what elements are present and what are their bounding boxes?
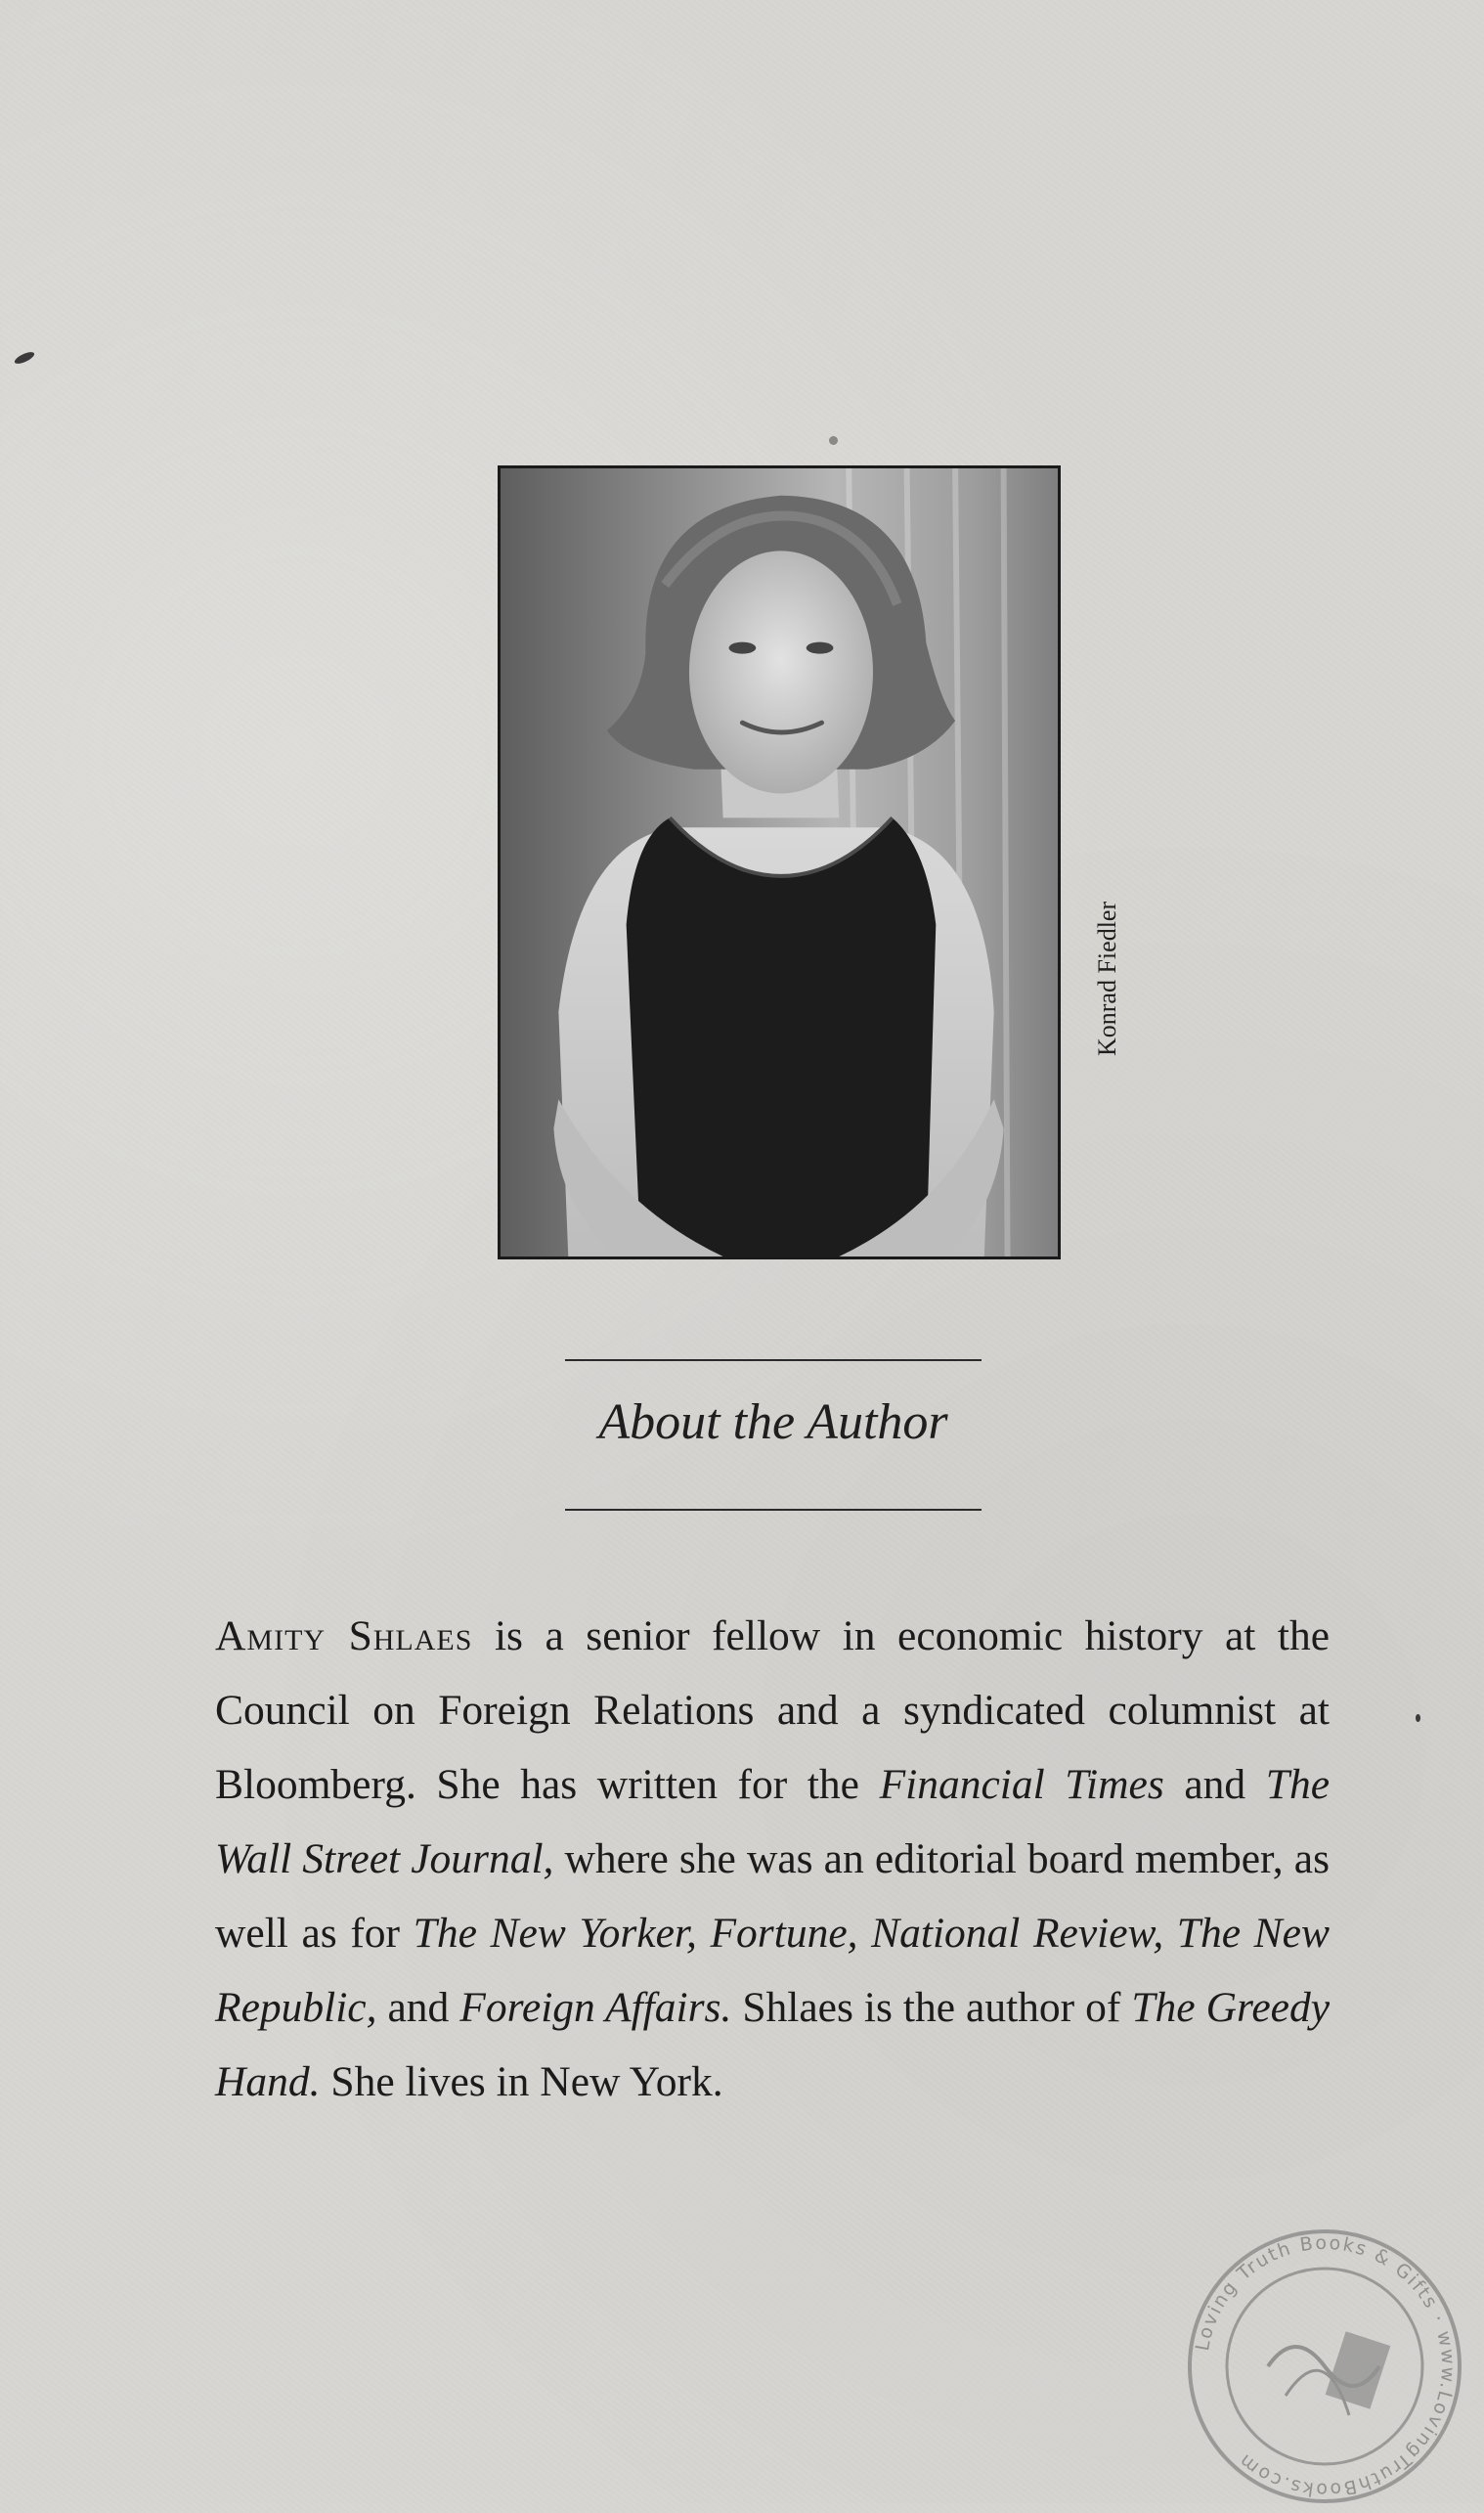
title-rule-bottom — [565, 1509, 982, 1511]
bio-text: She lives in New York. — [320, 2058, 723, 2105]
stamp-seal-icon — [1178, 2220, 1471, 2513]
bio-text: is a senior fellow in economic history at the Council on Foreign Relations and a syndicated columnist at Bloomberg. She has written for the — [215, 1612, 1330, 1808]
photo-credit: Konrad Fiedler — [1093, 901, 1121, 1056]
bio-text: and — [1163, 1761, 1266, 1808]
paper-speck — [829, 436, 838, 445]
author-name: Amity Shlaes — [215, 1612, 473, 1659]
book-title: The Greedy Hand. — [215, 1984, 1330, 2105]
publication-title: The New Yorker, Fortune, National Review, The New Republic, — [215, 1910, 1330, 2031]
bookstore-stamp — [1178, 2220, 1471, 2513]
svg-text:Loving Truth Books & Gifts · w: Loving Truth Books & Gifts · www.LovingTruthBooks.com — [1192, 2231, 1460, 2501]
author-photo — [498, 465, 1061, 1259]
bio-text: Shlaes is the author of — [731, 1984, 1132, 2031]
title-rule-top — [565, 1359, 982, 1361]
section-title: About the Author — [598, 1394, 948, 1450]
author-bio — [215, 1599, 1330, 2119]
author-portrait-image — [501, 468, 1058, 1256]
bio-text: where she was an editorial board member, as well as for — [215, 1835, 1330, 1957]
publication-title: Financial Times — [879, 1761, 1164, 1808]
paper-speck — [1416, 1714, 1420, 1722]
paper-speck — [13, 350, 35, 367]
bio-text: and — [376, 1984, 460, 2031]
publication-title: The Wall Street Journal, — [215, 1761, 1330, 1882]
publication-title: Foreign Affairs. — [459, 1984, 732, 2031]
